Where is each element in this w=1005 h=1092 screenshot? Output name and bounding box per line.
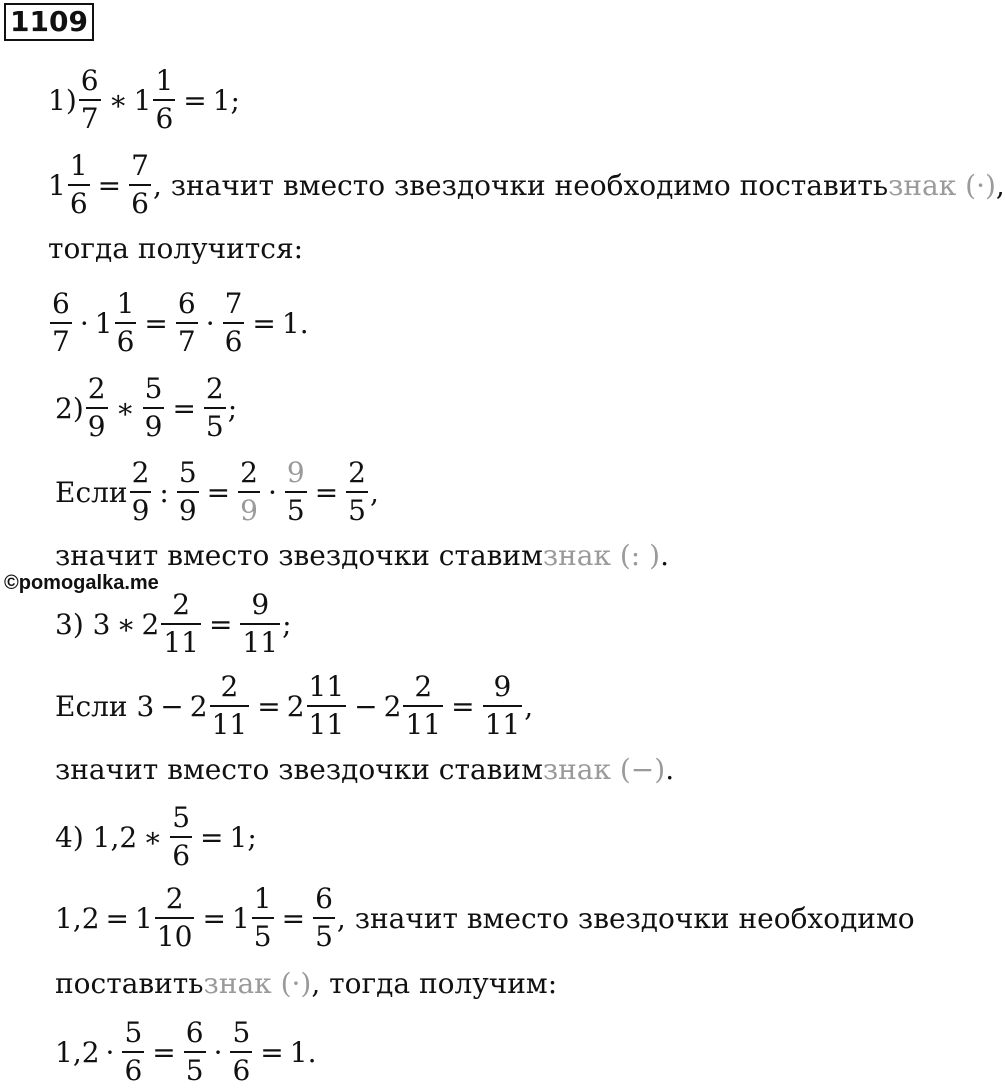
fraction: $\frac{2}{11}$	[211, 670, 248, 741]
text-line: значит вместо звездочки ставим знак (−) .	[55, 752, 675, 786]
equation-2: 2) $\frac{2}{9}$ ∗ $\frac{5}{9}$ = $\frac{2}{5}$ ;	[55, 372, 238, 443]
explanation-2: Если $\frac{2}{9}$ : $\frac{5}{9}$ = $\frac{2}{9}$ · $\frac{9}{5}$ = $\frac{2}{5}$ ,	[55, 456, 379, 527]
sign-highlight: знак (·)	[888, 168, 996, 202]
fraction: $\frac{7}{6}$	[131, 149, 149, 220]
fraction: $\frac{6}{7}$	[80, 64, 99, 135]
fraction: $\frac{5}{6}$	[124, 1016, 143, 1087]
fraction: $\frac{9}{11}$	[484, 670, 521, 741]
fraction: $\frac{1}{5}$	[253, 882, 272, 953]
fraction: $\frac{2}{5}$	[205, 372, 224, 443]
equation-4: 4) 1,2 ∗ $\frac{5}{6}$ = 1;	[55, 801, 257, 872]
fraction: $\frac{6}{5}$	[185, 1016, 204, 1087]
sign-highlight: знак (·)	[203, 966, 312, 1000]
sign-highlight: знак (−)	[542, 752, 666, 786]
fraction: $\frac{11}{11}$	[308, 670, 345, 741]
equation-4-result: 1,2 · $\frac{5}{6}$ = $\frac{6}{5}$ · $\frac{5}{6}$ = 1.	[55, 1016, 317, 1087]
fraction: $\frac{6}{5}$	[315, 882, 333, 953]
fraction: $\frac{6}{7}$	[52, 287, 70, 358]
explanation-3: Если 3 − 2 $\frac{2}{11}$ = 2 $\frac{11}{11}$ − 2 $\frac{2}{11}$ = $\frac{9}{11}$ ,	[55, 670, 534, 741]
text-line: тогда получится:	[48, 231, 304, 265]
equation-3: 3) 3 ∗ 2 $\frac{2}{11}$ = $\frac{9}{11}$ ;	[55, 588, 292, 659]
fraction: $\frac{9}{11}$	[242, 588, 279, 659]
fraction: $\frac{2}{10}$	[156, 882, 193, 953]
equation-1-result: $\frac{6}{7}$ · 1 $\frac{1}{6}$ = $\frac{6}{7}$ · $\frac{7}{6}$ = 1.	[52, 287, 309, 358]
fraction: $\frac{2}{9}$	[131, 456, 150, 527]
item-label: 2)	[55, 391, 84, 425]
fraction: $\frac{2}{5}$	[348, 456, 366, 527]
watermark: ©pomogalka.me	[4, 572, 159, 594]
fraction: $\frac{1}{6}$	[116, 287, 135, 358]
sign-highlight: знак (: )	[542, 538, 661, 572]
item-label: 3) 3	[55, 607, 111, 641]
item-label: 1)	[48, 83, 77, 117]
explanation-4: 1,2 = 1 $\frac{2}{10}$ = 1 $\frac{1}{5}$ = $\frac{6}{5}$ , значит вместо звездочки необходимо	[55, 882, 915, 953]
fraction: $\frac{9}{5}$	[286, 456, 305, 527]
fraction: $\frac{5}{9}$	[144, 372, 163, 443]
fraction: $\frac{2}{9}$	[87, 372, 106, 443]
fraction: $\frac{6}{7}$	[177, 287, 196, 358]
fraction: $\frac{1}{6}$	[69, 149, 88, 220]
fraction: $\frac{2}{11}$	[405, 670, 442, 741]
text-line: поставить знак (·) , тогда получим:	[55, 966, 558, 1000]
fraction: $\frac{1}{6}$	[155, 64, 174, 135]
equation-1: 1) $\frac{6}{7}$ ∗ 1 $\frac{1}{6}$ = 1;	[48, 64, 240, 135]
text: , значит вместо звездочки необходимо поставить	[152, 168, 889, 202]
fraction: $\frac{7}{6}$	[224, 287, 243, 358]
fraction: $\frac{5}{6}$	[172, 801, 191, 872]
fraction: $\frac{2}{11}$	[163, 588, 199, 659]
fraction: $\frac{5}{9}$	[178, 456, 197, 527]
task-number: 1109	[4, 3, 94, 41]
fraction: $\frac{2}{9}$	[240, 456, 258, 527]
fraction: $\frac{5}{6}$	[232, 1016, 251, 1087]
text-line: значит вместо звездочки ставим знак (: ) .	[55, 538, 669, 572]
item-label: 4) 1,2	[55, 820, 138, 854]
explanation-1: 1 $\frac{1}{6}$ = $\frac{7}{6}$ , значит вместо звездочки необходимо поставить знак (·) ,	[48, 149, 1005, 220]
